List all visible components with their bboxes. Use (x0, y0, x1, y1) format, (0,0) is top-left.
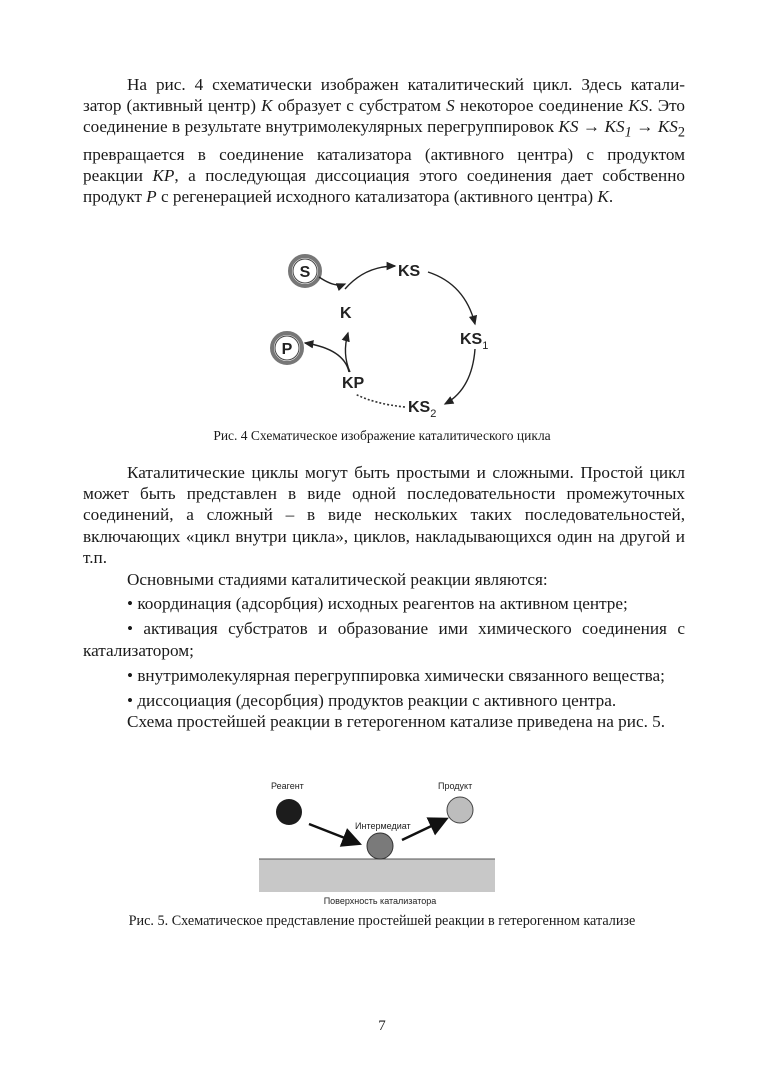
catalytic-cycle-diagram (260, 244, 520, 424)
label-s: S (299, 264, 311, 281)
product-molecule (447, 797, 473, 823)
label-kp: KP (342, 375, 365, 392)
paragraph-cycles: Каталитические циклы могут быть простыми и сложными. Простой цикл может быть представлен в виде одной последовательности промежуточных соединений, а сложный – в виде нескольких таких последовательностей, включающих «цикл внутри цикла», циклов, накладывающихся один на другой и т.п. (83, 463, 685, 567)
bullet-item: • внутримолекулярная перегруппировка химически связанного вещества; (127, 665, 665, 685)
label-ks1: $KS_1$ (460, 331, 489, 352)
arrow-k-to-ks (345, 266, 395, 289)
label-ks: KS (398, 263, 421, 280)
label-k: K (340, 305, 352, 322)
page-number: 7 (378, 1018, 386, 1034)
arrow-to-intermediate (309, 824, 355, 842)
product-node (272, 333, 302, 363)
body-text (83, 462, 685, 732)
catalyst-surface (259, 859, 495, 892)
arrow-ks-to-ks1 (428, 272, 475, 324)
bullet-item: • активация субстратов и образование ими химического соединения с катализатором; (83, 619, 685, 660)
paragraph-intro: На рис. 4 схематически изображен каталитический цикл. Здесь катали- затор (активный центр) K образует с субстратом S некоторое соединение KS. Это соединение в результате внутримолекулярных перегруппировок KS → $KS_1 \to KS_2$ превращается в соединение катализатора (активного центра) с продуктом реакции KP, а последующая диссоциация этого соединения дает собственно продукт P с регенерацией исходного катализатора (активного центра) K. (83, 75, 686, 207)
paragraph-stages: Основными стадиями каталитической реакции являются: (127, 570, 548, 590)
substrate-node (290, 256, 320, 286)
paragraph-scheme: Схема простейшей реакции в гетерогенном катализе приведена на рис. 5. (127, 712, 666, 732)
label-reagent: Реагент (271, 781, 304, 791)
dotted-ks2-to-kp (355, 394, 405, 407)
intermediate-molecule (367, 833, 393, 859)
reagent-molecule (276, 799, 302, 825)
label-product: Продукт (438, 781, 473, 791)
arrow-ks1-to-ks2 (445, 349, 475, 404)
bullet-item: • диссоциация (десорбция) продуктов реакции с активного центра. (127, 691, 617, 711)
arrow-s-to-k (319, 277, 345, 285)
label-ks2: $KS_2$ (408, 399, 437, 420)
bullet-item: • координация (адсорбция) исходных реагентов на активном центре; (127, 594, 628, 614)
figure5-caption: Рис. 5. Схематическое представление простейшей реакции в гетерогенном катализе (128, 913, 636, 929)
label-p: P (281, 341, 293, 358)
label-intermediate: Интермедиат (355, 821, 411, 831)
figure4-caption: Рис. 4 Схематическое изображение каталитического цикла (213, 428, 551, 443)
label-surface: Поверхность катализатора (323, 896, 437, 906)
arrow-kp-to-p (305, 343, 349, 372)
heterogeneous-catalysis-diagram (255, 776, 505, 911)
